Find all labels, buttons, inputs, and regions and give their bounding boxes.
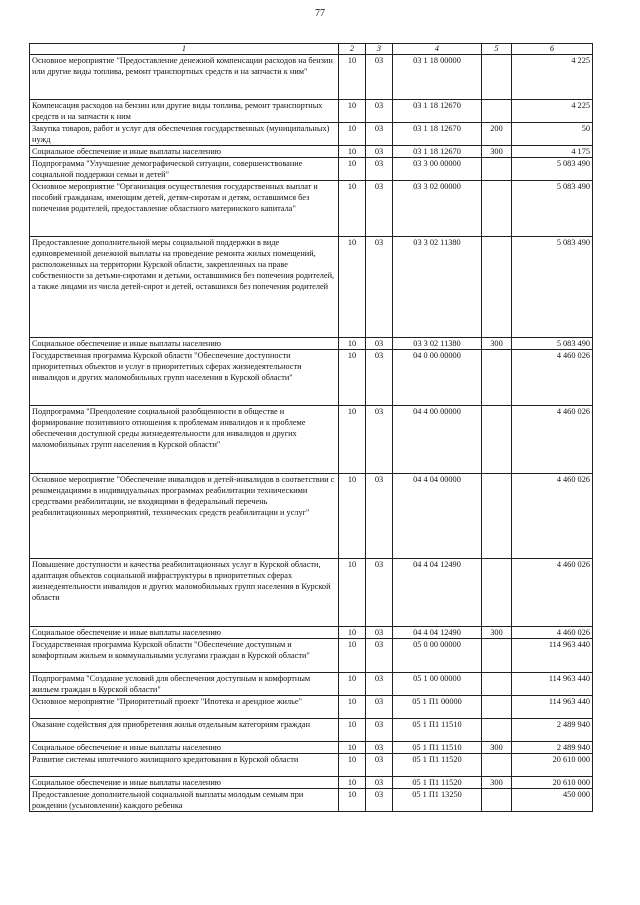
section-cell: 10 — [339, 789, 366, 812]
table-row — [30, 237, 593, 338]
table-row — [30, 777, 593, 789]
table-row — [30, 673, 593, 696]
section-cell: 10 — [339, 742, 366, 754]
row-name-cell: Основное мероприятие "Предоставление денежной компенсации расходов на бензин или другие виды топлива, ремонт транспортных средств и на запчасти к ним" — [30, 55, 339, 100]
expense-type-cell — [482, 559, 512, 627]
target-item-cell: 04 4 04 00000 — [393, 474, 482, 559]
expense-type-cell: 300 — [482, 627, 512, 639]
expense-type-cell — [482, 158, 512, 181]
table-row — [30, 55, 593, 100]
section-cell: 10 — [339, 673, 366, 696]
table-row — [30, 123, 593, 146]
target-item-cell: 04 4 04 12490 — [393, 627, 482, 639]
target-item-cell: 03 1 18 12670 — [393, 123, 482, 146]
row-name-cell: Социальное обеспечение и иные выплаты населению — [30, 338, 339, 350]
target-item-cell: 03 3 00 00000 — [393, 158, 482, 181]
section-cell: 10 — [339, 146, 366, 158]
subsection-cell: 03 — [366, 789, 393, 812]
row-name-cell: Повышение доступности и качества реабилитационных услуг в Курской области, адаптация объектов социальной инфраструктуры в приоритетных сферах жизнедеятельности инвалидов и других маломобильных групп населения в Курской области — [30, 559, 339, 627]
table-row — [30, 742, 593, 754]
subsection-cell: 03 — [366, 123, 393, 146]
table-row — [30, 146, 593, 158]
section-cell: 10 — [339, 100, 366, 123]
expense-type-cell: 200 — [482, 123, 512, 146]
subsection-cell: 03 — [366, 474, 393, 559]
column-header: 2 — [339, 44, 366, 55]
table-row — [30, 627, 593, 639]
section-cell: 10 — [339, 55, 366, 100]
expense-type-cell — [482, 639, 512, 673]
target-item-cell: 04 0 00 00000 — [393, 350, 482, 406]
section-cell: 10 — [339, 338, 366, 350]
amount-cell: 450 000 — [512, 789, 593, 812]
subsection-cell: 03 — [366, 719, 393, 742]
row-name-cell: Компенсация расходов на бензин или другие виды топлива, ремонт транспортных средств и на запчасти к ним — [30, 100, 339, 123]
target-item-cell: 03 1 18 12670 — [393, 100, 482, 123]
column-header: 1 — [30, 44, 339, 55]
table-row — [30, 789, 593, 812]
section-cell: 10 — [339, 627, 366, 639]
expense-type-cell — [482, 474, 512, 559]
amount-cell: 5 083 490 — [512, 158, 593, 181]
subsection-cell: 03 — [366, 55, 393, 100]
table-body — [30, 55, 593, 812]
amount-cell: 5 083 490 — [512, 338, 593, 350]
amount-cell: 4 460 026 — [512, 559, 593, 627]
table-row — [30, 100, 593, 123]
amount-cell: 114 963 440 — [512, 696, 593, 719]
amount-cell: 4 460 026 — [512, 350, 593, 406]
expense-type-cell — [482, 754, 512, 777]
column-header: 3 — [366, 44, 393, 55]
section-cell: 10 — [339, 406, 366, 474]
row-name-cell: Предоставление дополнительной социальной выплаты молодым семьям при рождении (усыновлении) каждого ребенка — [30, 789, 339, 812]
amount-cell: 2 489 940 — [512, 742, 593, 754]
table-row — [30, 559, 593, 627]
expense-type-cell — [482, 789, 512, 812]
table-row — [30, 406, 593, 474]
row-name-cell: Социальное обеспечение и иные выплаты населению — [30, 627, 339, 639]
target-item-cell: 05 1 П1 11520 — [393, 754, 482, 777]
column-header: 4 — [393, 44, 482, 55]
row-name-cell: Подпрограмма "Создание условий для обеспечения доступным и комфортным жильем граждан в Курской области" — [30, 673, 339, 696]
target-item-cell: 03 3 02 11380 — [393, 237, 482, 338]
amount-cell: 4 225 — [512, 100, 593, 123]
table-row — [30, 181, 593, 237]
subsection-cell: 03 — [366, 350, 393, 406]
amount-cell: 20 610 000 — [512, 754, 593, 777]
table-row — [30, 338, 593, 350]
subsection-cell: 03 — [366, 158, 393, 181]
amount-cell: 5 083 490 — [512, 181, 593, 237]
target-item-cell: 03 1 18 12670 — [393, 146, 482, 158]
table-row — [30, 639, 593, 673]
subsection-cell: 03 — [366, 627, 393, 639]
amount-cell: 20 610 000 — [512, 777, 593, 789]
row-name-cell: Государственная программа Курской области "Обеспечение доступности приоритетных объектов и услуг в приоритетных сферах жизнедеятельности инвалидов и других маломобильных групп населения в Курской области" — [30, 350, 339, 406]
target-item-cell: 05 0 00 00000 — [393, 639, 482, 673]
row-name-cell: Подпрограмма "Улучшение демографической ситуации, совершенствование социальной поддержки семьи и детей" — [30, 158, 339, 181]
column-header: 5 — [482, 44, 512, 55]
table-row — [30, 719, 593, 742]
expense-type-cell — [482, 696, 512, 719]
budget-table — [29, 43, 593, 812]
expense-type-cell — [482, 406, 512, 474]
expense-type-cell — [482, 181, 512, 237]
amount-cell: 2 489 940 — [512, 719, 593, 742]
expense-type-cell — [482, 673, 512, 696]
expense-type-cell — [482, 100, 512, 123]
section-cell: 10 — [339, 696, 366, 719]
subsection-cell: 03 — [366, 559, 393, 627]
subsection-cell: 03 — [366, 754, 393, 777]
section-cell: 10 — [339, 237, 366, 338]
row-name-cell: Социальное обеспечение и иные выплаты населению — [30, 742, 339, 754]
section-cell: 10 — [339, 158, 366, 181]
expense-type-cell — [482, 55, 512, 100]
row-name-cell: Социальное обеспечение и иные выплаты населению — [30, 777, 339, 789]
amount-cell: 114 963 440 — [512, 639, 593, 673]
target-item-cell: 03 3 02 11380 — [393, 338, 482, 350]
table-row — [30, 754, 593, 777]
row-name-cell: Социальное обеспечение и иные выплаты населению — [30, 146, 339, 158]
subsection-cell: 03 — [366, 696, 393, 719]
table-row — [30, 158, 593, 181]
amount-cell: 50 — [512, 123, 593, 146]
table-row — [30, 474, 593, 559]
table-row — [30, 696, 593, 719]
target-item-cell: 03 1 18 00000 — [393, 55, 482, 100]
row-name-cell: Оказание содействия для приобретения жилья отдельным категориям граждан — [30, 719, 339, 742]
subsection-cell: 03 — [366, 237, 393, 338]
section-cell: 10 — [339, 181, 366, 237]
amount-cell: 4 225 — [512, 55, 593, 100]
amount-cell: 5 083 490 — [512, 237, 593, 338]
column-header: 6 — [512, 44, 593, 55]
table-row — [30, 350, 593, 406]
subsection-cell: 03 — [366, 181, 393, 237]
row-name-cell: Основное мероприятие "Приоритетный проект "Ипотека и арендное жилье" — [30, 696, 339, 719]
expense-type-cell: 300 — [482, 338, 512, 350]
target-item-cell: 05 1 00 00000 — [393, 673, 482, 696]
target-item-cell: 05 1 П1 11520 — [393, 777, 482, 789]
expense-type-cell — [482, 719, 512, 742]
expense-type-cell: 300 — [482, 777, 512, 789]
expense-type-cell: 300 — [482, 742, 512, 754]
section-cell: 10 — [339, 754, 366, 777]
subsection-cell: 03 — [366, 338, 393, 350]
subsection-cell: 03 — [366, 100, 393, 123]
row-name-cell: Основное мероприятие "Организация осуществления государственных выплат и пособий гражданам, имеющим детей, детям-сиротам и детям, оставшимся без попечения родителей, предоставление областного материнского капитала" — [30, 181, 339, 237]
row-name-cell: Государственная программа Курской области "Обеспечение доступным и комфортным жильем и коммунальными услугами граждан в Курской области" — [30, 639, 339, 673]
target-item-cell: 05 1 П1 11510 — [393, 719, 482, 742]
section-cell: 10 — [339, 123, 366, 146]
subsection-cell: 03 — [366, 673, 393, 696]
target-item-cell: 05 1 П1 00000 — [393, 696, 482, 719]
subsection-cell: 03 — [366, 742, 393, 754]
target-item-cell: 05 1 П1 13250 — [393, 789, 482, 812]
section-cell: 10 — [339, 639, 366, 673]
target-item-cell: 05 1 П1 11510 — [393, 742, 482, 754]
section-cell: 10 — [339, 474, 366, 559]
amount-cell: 4 175 — [512, 146, 593, 158]
row-name-cell: Основное мероприятие "Обеспечение инвалидов и детей-инвалидов в соответствии с рекомендациями в индивидуальных программах реабилитации техническими средствами реабилитации, не входящими в федеральный перечень реабилитационных мероприятий, технических средств реабилитации и услуг" — [30, 474, 339, 559]
target-item-cell: 03 3 02 00000 — [393, 181, 482, 237]
subsection-cell: 03 — [366, 639, 393, 673]
amount-cell: 4 460 026 — [512, 406, 593, 474]
target-item-cell: 04 4 00 00000 — [393, 406, 482, 474]
page-number: 77 — [315, 8, 325, 19]
expense-type-cell — [482, 350, 512, 406]
section-cell: 10 — [339, 719, 366, 742]
amount-cell: 4 460 026 — [512, 627, 593, 639]
section-cell: 10 — [339, 559, 366, 627]
table-header-row — [30, 44, 593, 55]
row-name-cell: Предоставление дополнительной меры социальной поддержки в виде единовременной денежной выплаты на проведение ремонта жилых помещений, расположенных на территории Курской области, закрепленных на праве собственности за детьми-сиротами и детьми, оставшимися без попечения родителей, а также лицами из числа детей-сирот и детей, оставшихся без попечения родителей — [30, 237, 339, 338]
amount-cell: 4 460 026 — [512, 474, 593, 559]
section-cell: 10 — [339, 777, 366, 789]
expense-type-cell: 300 — [482, 146, 512, 158]
row-name-cell: Закупка товаров, работ и услуг для обеспечения государственных (муниципальных) нужд — [30, 123, 339, 146]
expense-type-cell — [482, 237, 512, 338]
row-name-cell: Развитие системы ипотечного жилищного кредитования в Курской области — [30, 754, 339, 777]
target-item-cell: 04 4 04 12490 — [393, 559, 482, 627]
amount-cell: 114 963 440 — [512, 673, 593, 696]
subsection-cell: 03 — [366, 146, 393, 158]
subsection-cell: 03 — [366, 777, 393, 789]
subsection-cell: 03 — [366, 406, 393, 474]
row-name-cell: Подпрограмма "Преодоление социальной разобщенности в обществе и формирование позитивного отношения к проблемам инвалидов и к проблеме обеспечения доступной среды жизнедеятельности для инвалидов и других маломобильных групп населения в Курской области" — [30, 406, 339, 474]
section-cell: 10 — [339, 350, 366, 406]
